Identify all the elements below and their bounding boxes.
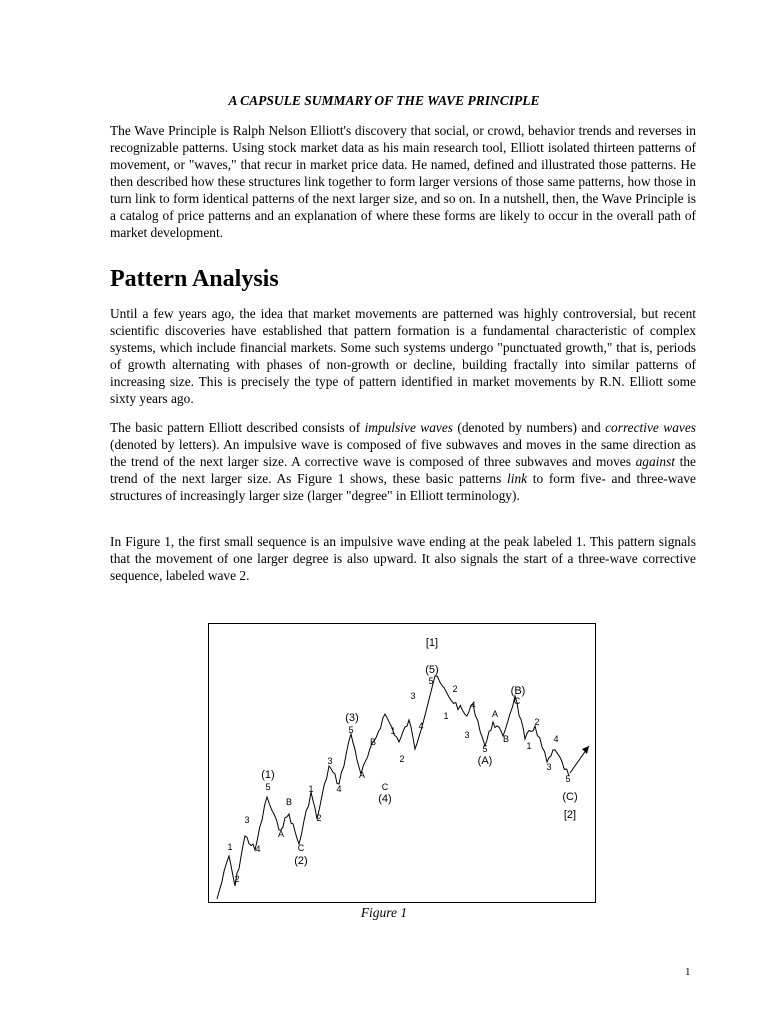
wave-label: 1 xyxy=(227,842,233,852)
trend-arrow-head xyxy=(582,746,589,754)
wave-label: 5 xyxy=(565,774,571,784)
term-against: against xyxy=(635,454,676,469)
wave-label: B xyxy=(369,737,377,747)
wave-label: 4 xyxy=(470,700,476,710)
wave-label: 5 xyxy=(265,782,271,792)
wave-label: [1] xyxy=(425,637,439,649)
wave-label: 2 xyxy=(316,813,322,823)
wave-label: (1) xyxy=(261,769,275,781)
elliott-wave-diagram xyxy=(209,624,597,904)
wave-label: 4 xyxy=(255,844,261,854)
wave-label: 5 xyxy=(428,676,434,686)
wave-label: 2 xyxy=(452,684,458,694)
figure-caption: Figure 1 xyxy=(360,905,408,920)
paragraph-pattern-analysis: Until a few years ago, the idea that market movements are patterned was highly controversial, but recent scientific discoveries have established that pattern formation is a fundamental characteristic of complex systems, which include financial markets. Some such systems undergo "punctuated growth," that is, periods of growth alternating with phases of non-growth or decline, building fractally into similar patterns of increasing size. This is precisely the type of pattern identified in market movements by R.N. Elliott some sixty years ago. xyxy=(110,306,696,406)
wave-label: (5) xyxy=(425,664,439,676)
wave-label: 2 xyxy=(534,717,540,727)
wave-labels xyxy=(227,637,577,884)
wave-label: 3 xyxy=(327,756,333,766)
wave-label: (2) xyxy=(294,855,308,867)
wave-label: 1 xyxy=(526,741,532,751)
term-link: link xyxy=(507,471,528,486)
wave-label: A xyxy=(358,770,366,780)
wave-label: 3 xyxy=(464,730,470,740)
wave-label: [2] xyxy=(563,809,577,821)
paragraph-figure-explanation: In Figure 1, the first small sequence is an impulsive wave ending at the peak labeled 1. This pattern signals that the movement of one larger degree is also upward. It also signals the start of a three-wave corrective sequence, labeled wave 2. xyxy=(110,534,696,583)
wave-label: B xyxy=(285,797,293,807)
wave-label: C xyxy=(381,782,389,792)
wave-label: 2 xyxy=(234,874,240,884)
page-title: A CAPSULE SUMMARY OF THE WAVE PRINCIPLE xyxy=(228,93,540,108)
wave-label: C xyxy=(513,696,521,706)
wave-label: 3 xyxy=(546,762,552,772)
wave-label: 3 xyxy=(244,815,250,825)
wave-label: A xyxy=(277,829,285,839)
wave-label: A xyxy=(491,709,499,719)
term-impulsive-waves: impulsive waves xyxy=(364,420,453,435)
wave-label: (A) xyxy=(477,755,493,767)
intro-paragraph: The Wave Principle is Ralph Nelson Elliott's discovery that social, or crowd, behavior trends and reverses in recognizable patterns. Using stock market data as his main research tool, Elliott isolated thirteen patterns of movement, or "waves," that recur in market price data. He named, defined and illustrated those patterns. He then described how these structures link together to form larger versions of those same patterns, how those in turn link to form identical patterns of the next larger size, and so on. In a nutshell, then, the Wave Principle is a catalog of price patterns and an explanation of where these forms are likely to occur in the overall path of market development. xyxy=(110,123,696,240)
figure-1-chart xyxy=(208,623,596,903)
section-heading: Pattern Analysis xyxy=(110,266,279,292)
wave-label: (B) xyxy=(510,685,526,697)
wave-label: 4 xyxy=(336,784,342,794)
wave-label: B xyxy=(502,734,510,744)
wave-label: 1 xyxy=(308,784,314,794)
wave-label: 2 xyxy=(399,754,405,764)
wave-label: 4 xyxy=(418,721,424,731)
wave-label: C xyxy=(297,843,305,853)
wave-label: 4 xyxy=(553,734,559,744)
wave-label: (3) xyxy=(345,712,359,724)
wave-label: 3 xyxy=(410,691,416,701)
wave-label: 1 xyxy=(443,711,449,721)
wave-label: (C) xyxy=(562,791,578,803)
paragraph-basic-pattern: The basic pattern Elliott described consists of impulsive waves (denoted by numbers) and corrective waves (denoted by letters). An impulsive wave is composed of five subwaves and moves in the same direction as the trend of the next larger size. A corrective wave is composed of three subwaves and moves against the trend of the next larger size. As Figure 1 shows, these basic patterns link to form five- and three-wave structures of increasingly larger size (larger "degree" in Elliott terminology). xyxy=(110,420,696,503)
term-corrective-waves: corrective waves xyxy=(605,420,696,435)
page-number: 1 xyxy=(685,966,691,978)
wave-label: 5 xyxy=(348,725,354,735)
wave-label: 5 xyxy=(482,744,488,754)
wave-label: (4) xyxy=(378,793,392,805)
wave-label: 1 xyxy=(390,726,396,736)
